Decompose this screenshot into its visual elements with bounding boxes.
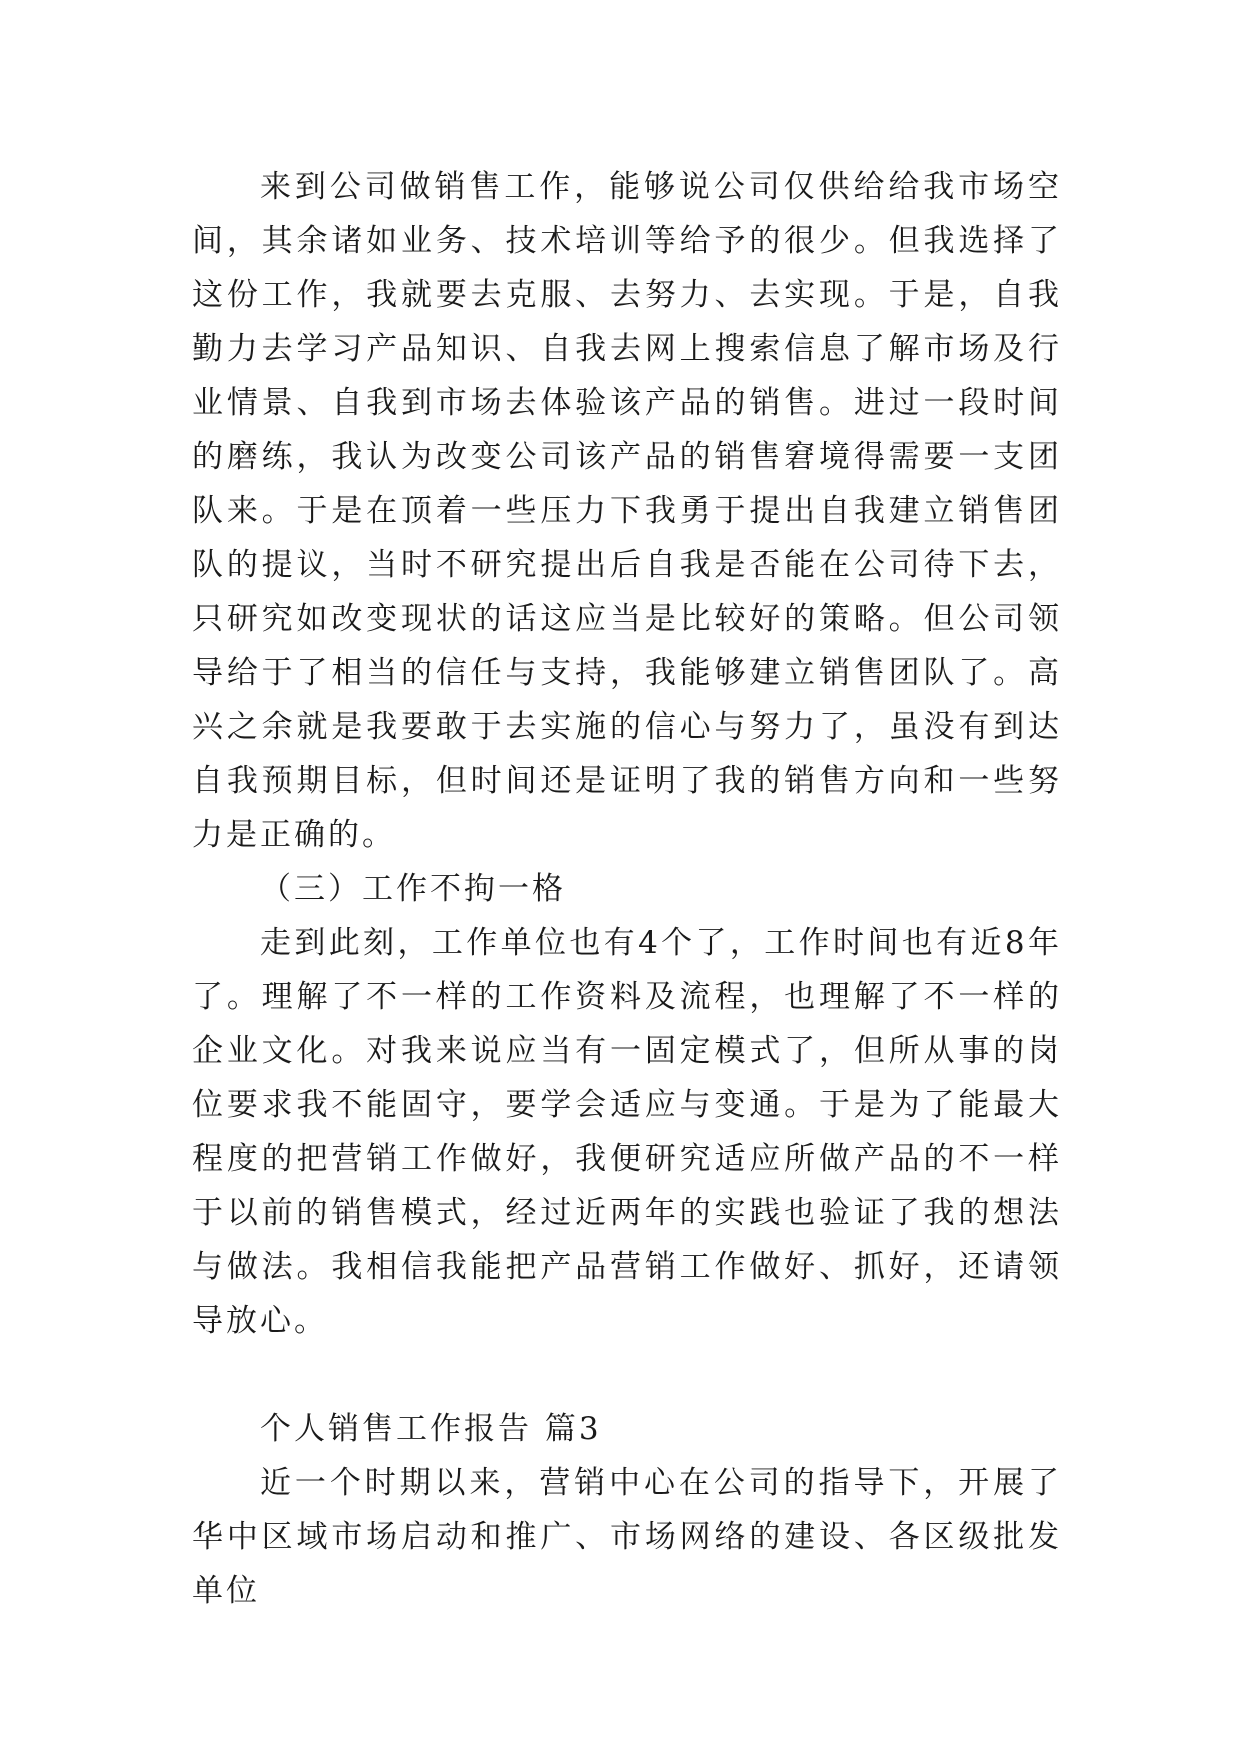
body-paragraph-3: 近一个时期以来，营销中心在公司的指导下，开展了华中区域市场启动和推广、市场网络的建设、各区级批发单位	[192, 1465, 1062, 1609]
section-title: 个人销售工作报告 篇3	[260, 1411, 602, 1447]
paragraph-spacer	[192, 1348, 1062, 1402]
body-paragraph-2: 走到此刻，工作单位也有4个了，工作时间也有近8年了。理解了不一样的工作资料及流程，也理解了不一样的企业文化。对我来说应当有一固定模式了，但所从事的岗位要求我不能固守，要学会适应与变通。于是为了能最大程度的把营销工作做好，我便研究适应所做产品的不一样于以前的销售模式，经过近两年的实践也验证了我的想法与做法。我相信我能把产品营销工作做好、抓好，还请领导放心。	[192, 925, 1062, 1339]
document-page	[192, 160, 1062, 1618]
subheading-3: （三）工作不拘一格	[260, 871, 566, 907]
body-paragraph-1: 来到公司做销售工作，能够说公司仅供给给我市场空间，其余诸如业务、技术培训等给予的很少。但我选择了这份工作，我就要去克服、去努力、去实现。于是，自我勤力去学习产品知识、自我去网上搜索信息了解市场及行业情景、自我到市场去体验该产品的销售。进过一段时间的磨练，我认为改变公司该产品的销售窘境得需要一支团队来。于是在顶着一些压力下我勇于提出自我建立销售团队的提议，当时不研究提出后自我是否能在公司待下去，只研究如改变现状的话这应当是比较好的策略。但公司领导给于了相当的信任与支持，我能够建立销售团队了。高兴之余就是我要敢于去实施的信心与努力了，虽没有到达自我预期目标，但时间还是证明了我的销售方向和一些努力是正确的。	[192, 169, 1062, 853]
